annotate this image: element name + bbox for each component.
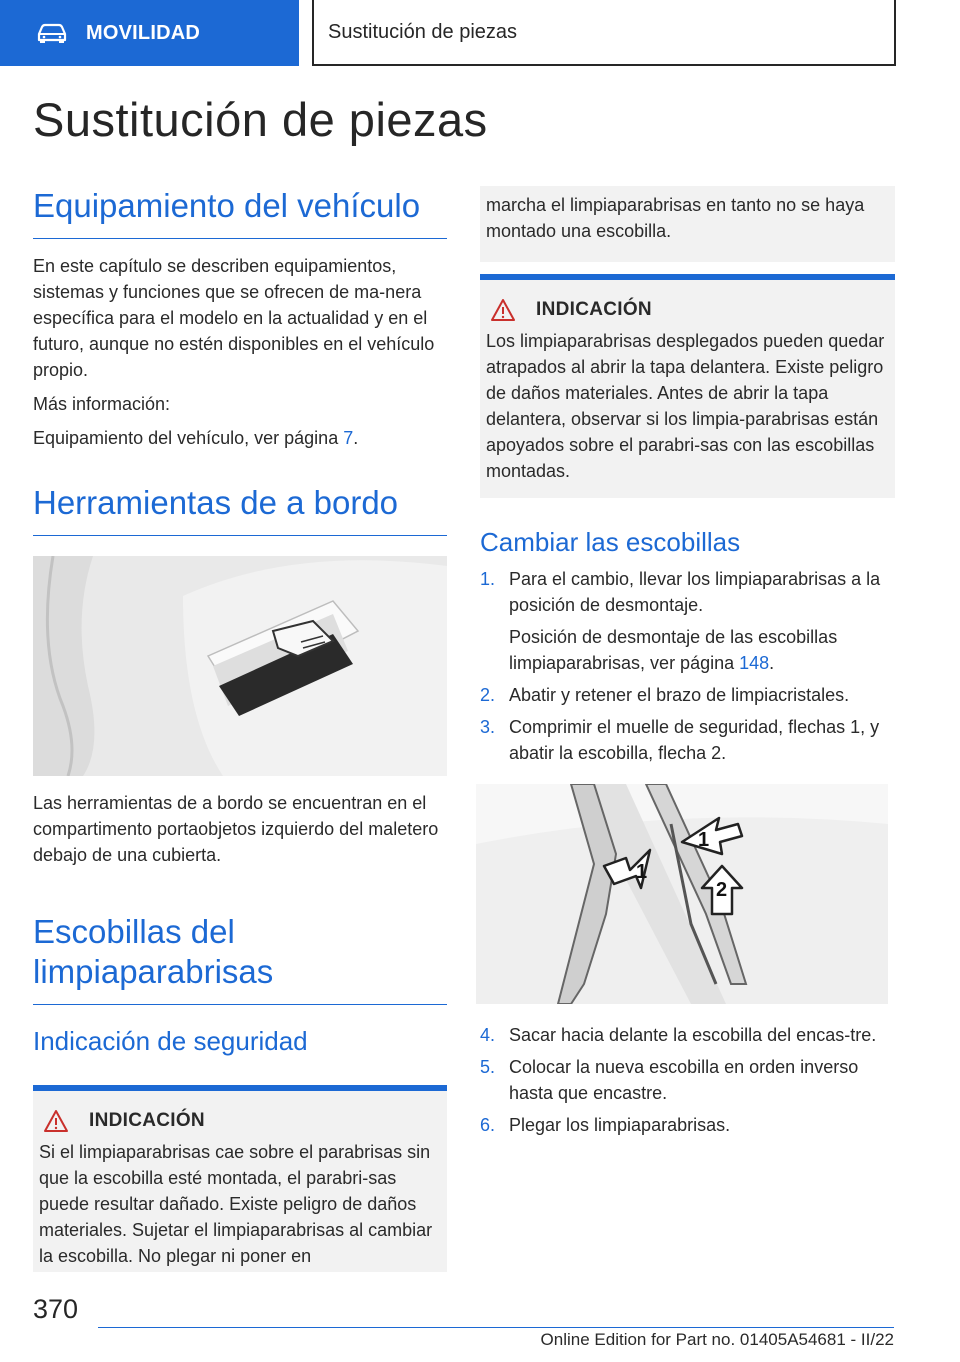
warning-icon — [43, 1109, 69, 1133]
change-wipers-heading: Cambiar las escobillas — [480, 527, 741, 557]
step-5-number: 5. — [480, 1057, 496, 1077]
wiper-blade-illustration — [476, 784, 888, 1004]
notice-1-continued-text: marcha el limpiaparabrisas en tanto no se haya montado una escobilla. — [486, 195, 865, 241]
tools-text: Las herramientas de a bordo se encuentran en el compartimento portaobjetos izquierdo del maletero debajo de una cubierta. — [33, 793, 439, 865]
safety-heading: Indicación de seguridad — [33, 1026, 308, 1056]
page-7-link[interactable]: 7 — [343, 428, 354, 448]
notice-1-header — [39, 1109, 441, 1133]
step-1-subnote-text: Posición de desmontaje de las escobillas limpiaparabrisas, ver página — [509, 627, 838, 673]
tools-compartment-image — [33, 556, 447, 776]
step-1-text: Para el cambio, llevar los limpiaparabrisas a la posición de desmontaje. — [509, 569, 881, 615]
footer-divider — [98, 1327, 894, 1328]
step-1 — [480, 566, 895, 676]
right-column — [480, 186, 895, 1138]
figure-arrow-1b-label: 1 — [698, 829, 710, 851]
equipment-reference-text: Equipamiento del vehículo, ver página — [33, 428, 344, 448]
step-1-subnote — [509, 624, 895, 676]
page-148-link[interactable]: 148 — [739, 653, 770, 673]
section-label: MOVILIDAD — [86, 21, 201, 44]
step-1-number: 1. — [480, 569, 496, 589]
more-info-label: Más información: — [33, 394, 171, 414]
step-4-text: Sacar hacia delante la escobilla del encas-tre. — [509, 1025, 877, 1045]
equipment-reference-end: . — [353, 428, 359, 448]
section-tab[interactable] — [0, 0, 299, 66]
equipment-text: En este capítulo se describen equipamientos, sistemas y funciones que se ofrecen de ma-nera específica para el modelo en la actualidad y en el futuro, aunque no estén disponibles en el vehículo propio. — [33, 256, 435, 380]
car-icon — [36, 22, 68, 44]
notice-box-1 — [33, 1085, 447, 1272]
breadcrumb[interactable] — [312, 0, 896, 66]
notice-box-2 — [480, 274, 895, 498]
step-3 — [480, 714, 895, 766]
notice-2-text: Los limpiaparabrisas desplegados pueden quedar atrapados al abrir la tapa delantera. Existe peligro de daños materiales. Antes de abrir la tapa delantera, observar si los limpia-parabrisas están apoyados sobre el parabri-sas con las escobillas montadas. — [486, 331, 885, 481]
notice-2-header — [486, 298, 889, 322]
step-2-number: 2. — [480, 685, 496, 705]
breadcrumb-label: Sustitución de piezas — [328, 20, 518, 43]
figure-arrow-1-label: 1 — [636, 861, 648, 883]
footer-edition: Online Edition for Part no. 01405A54681 - II/22 — [540, 1330, 894, 1349]
wipers-heading — [33, 912, 447, 1005]
left-column — [33, 186, 447, 1272]
step-4-number: 4. — [480, 1025, 496, 1045]
step-3-number: 3. — [480, 717, 496, 737]
step-4 — [480, 1022, 895, 1048]
page-number: 370 — [33, 1294, 79, 1324]
step-2 — [480, 682, 895, 708]
equipment-reference — [33, 425, 447, 451]
step-5 — [480, 1054, 895, 1106]
tools-compartment-illustration — [33, 556, 447, 776]
notice-2-label: INDICACIÓN — [536, 299, 652, 320]
step-2-text: Abatir y retener el brazo de limpiacristales. — [509, 685, 850, 705]
step-6-text: Plegar los limpiaparabrisas. — [509, 1115, 731, 1135]
step-5-text: Colocar la nueva escobilla en orden inverso hasta que encastre. — [509, 1057, 859, 1103]
notice-1-label: INDICACIÓN — [89, 1110, 205, 1131]
figure-arrow-2-label: 2 — [716, 879, 728, 901]
step-3-text: Comprimir el muelle de seguridad, flechas 1, y abatir la escobilla, flecha 2. — [509, 717, 880, 763]
wiper-blade-image — [476, 784, 888, 1004]
notice-1-text: Si el limpiaparabrisas cae sobre el parabrisas sin que la escobilla esté montada, el parabri-sas puede resultar dañado. Existe peligro de daños materiales. Sujetar el limpiaparabrisas al cambiar la escobilla. No plegar ni poner en — [39, 1142, 433, 1266]
step-1-subnote-end: . — [769, 653, 775, 673]
warning-icon — [490, 298, 516, 322]
equipment-heading: Equipamiento del vehículo — [33, 186, 447, 239]
notice-box-1-continued — [480, 186, 895, 262]
step-6 — [480, 1112, 895, 1138]
page-title: Sustitución de piezas — [33, 93, 488, 146]
step-6-number: 6. — [480, 1115, 496, 1135]
tools-heading: Herramientas de a bordo — [33, 483, 447, 536]
wipers-heading-line-2: limpiaparabrisas — [33, 953, 274, 990]
wipers-heading-line-1: Escobillas del — [33, 913, 235, 950]
